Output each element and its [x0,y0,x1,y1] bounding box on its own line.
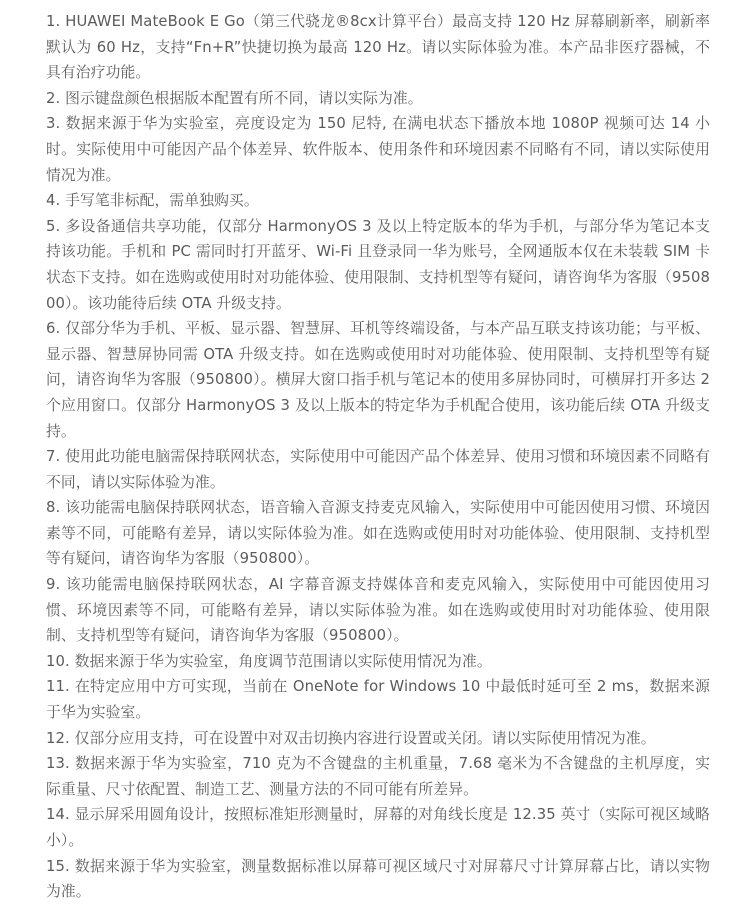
footnote-10: 10. 数据来源于华为实验室，角度调节范围请以实际使用情况为准。 [46,652,492,670]
footnote-5: 5. 多设备通信共享功能，仅部分 HarmonyOS 3 及以上特定版本的华为手机，与部分华为笔记本支持该功能。手机和 PC 需同时打开蓝牙、Wi-Fi 且登录同一华为账号，全网通版本仅在未装载 SIM 卡状态下支持。如在选购或使用时对功能体验、使用限制、支持机型等有疑问，请咨询华为客服（950800）。该功能待后续 OTA 升级支持。 [46,217,710,312]
footnote-12: 12. 仅部分应用支持，可在设置中对双击切换内容进行设置或关闭。请以实际使用情况为准。 [46,729,656,747]
footnote-14: 14. 显示屏采用圆角设计，按照标准矩形测量时，屏幕的对角线长度是 12.35 英寸（实际可视区域略小）。 [46,806,710,849]
footnote-1: 1. HUAWEI MateBook E Go（第三代骁龙®8cx计算平台）最高支持 120 Hz 屏幕刷新率，刷新率默认为 60 Hz，支持“Fn+R”快捷切换为最高 120 Hz。请以实际体验为准。本产品非医疗器械，不具有治疗功能。 [46,13,710,82]
footnote-3: 3. 数据来源于华为实验室，亮度设定为 150 尼特, 在满电状态下播放本地 1080P 视频可达 14 小时。实际使用中可能因产品个体差异、软件版本、使用条件和环境因素不同略有不同，请以实际使用情况为准。 [46,115,710,184]
footnote-2: 2. 图示键盘颜色根据版本配置有所不同，请以实际为准。 [46,89,423,107]
footnote-13: 13. 数据来源于华为实验室，710 克为不含键盘的主机重量，7.68 毫米为不含键盘的主机厚度，实际重量、尺寸依配置、制造工艺、测量方法的不同可能有所差异。 [46,755,710,798]
footnote-4: 4. 手写笔非标配，需单独购买。 [46,192,259,210]
footnote-8: 8. 该功能需电脑保持联网状态，语音输入音源支持麦克风输入，实际使用中可能因使用习惯、环境因素等不同，可能略有差异，请以实际体验为准。如在选购或使用时对功能体验、使用限制、支持机型等有疑问，请咨询华为客服（950800）。 [46,499,710,568]
footnote-11: 11. 在特定应用中方可实现，当前在 OneNote for Windows 10 中最低时延可至 2 ms，数据来源于华为实验室。 [46,678,710,722]
footnote-15: 15. 数据来源于华为实验室，测量数据标准以屏幕可视区域尺寸对屏幕尺寸计算屏幕占比，请以实物为准。 [46,857,710,901]
footnote-7: 7. 使用此功能电脑需保持联网状态，实际使用中可能因产品个体差异、使用习惯和环境因素不同略有不同，请以实际体验为准。 [46,448,710,491]
footnote-9: 9. 该功能需电脑保持联网状态，AI 字幕音源支持媒体音和麦克风输入，实际使用中可能因使用习惯、环境因素等不同，可能略有差异，请以实际体验为准。如在选购或使用时对功能体验、使用限制、支持机型等有疑问，请咨询华为客服（950800）。 [46,576,710,645]
footnote-6: 6. 仅部分华为手机、平板、显示器、智慧屏、耳机等终端设备，与本产品互联支持该功能；与平板、显示器、智慧屏协同需 OTA 升级支持。如在选购或使用时对功能体验、使用限制、支持机型等有疑问，请咨询华为客服（950800）。横屏大窗口指手机与笔记本的使用多屏协同时，可横屏打开多达 2 个应用窗口。仅部分 HarmonyOS 3 及以上版本的特定华为手机配合使用，该功能后续 OTA 升级支持。 [46,320,710,440]
